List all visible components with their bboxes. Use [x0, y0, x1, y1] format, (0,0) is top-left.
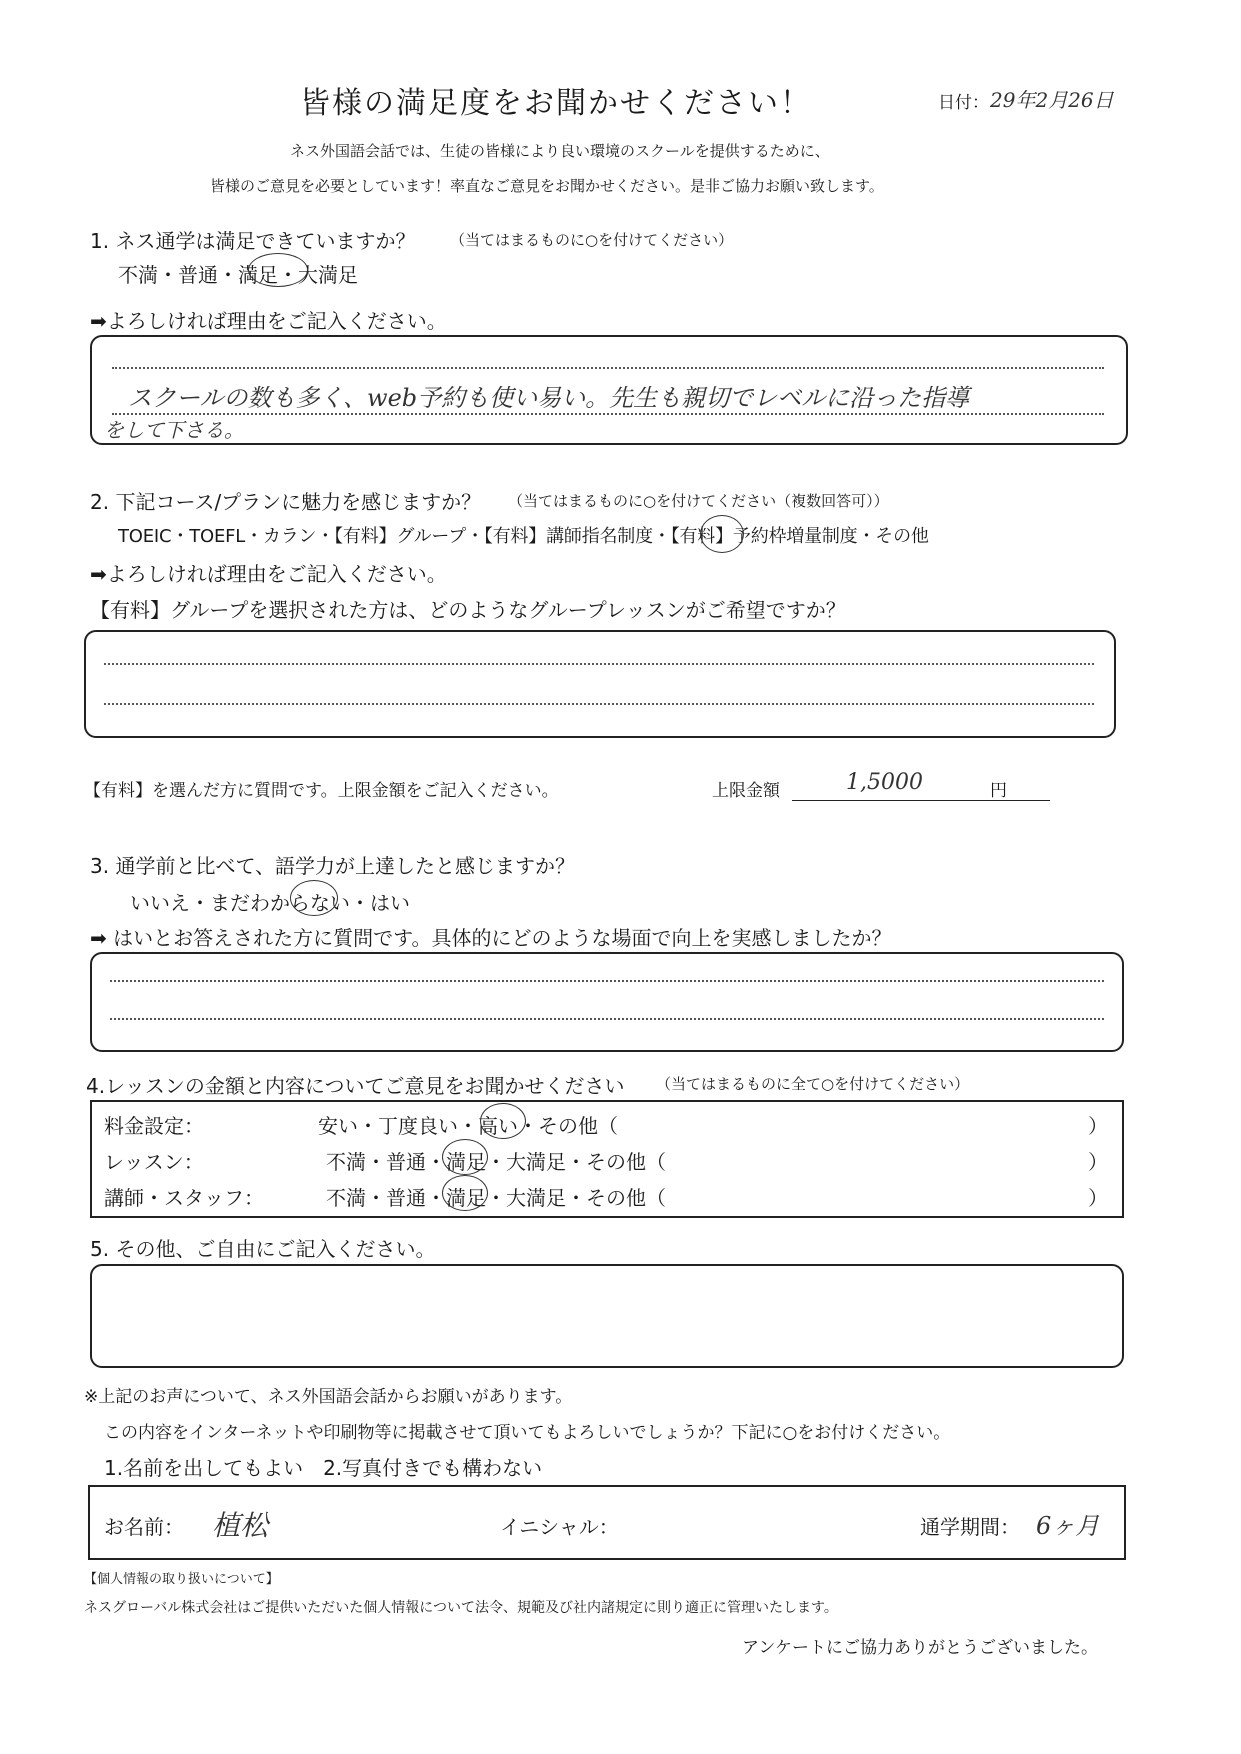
date-label: 日付：	[938, 93, 989, 113]
q4-row-price-close: ）	[1088, 1114, 1108, 1138]
intro-line-2: 皆様のご意見を必要としています！率直なご意見をお聞かせください。是非ご協力お願い致します。	[210, 177, 884, 195]
q1-note: （当てはまるものに○を付けてください）	[450, 231, 734, 249]
q3-answer-box[interactable]	[90, 952, 1124, 1052]
name-label: お名前：	[104, 1515, 184, 1539]
q2-options[interactable]: TOEIC・TOEFL・カラン・【有料】グループ・【有料】講師指名制度・【有料】予約枠増量制度・その他	[118, 526, 929, 547]
privacy-heading: 【個人情報の取り扱いについて】	[84, 1572, 279, 1587]
intro-line-1: ネス外国語会話では、生徒の皆様により良い環境のスクールを提供するために、	[290, 142, 830, 160]
q5-question: 5. その他、ご自由にご記入ください。	[90, 1237, 436, 1261]
consent-notice: ※上記のお声について、ネス外国語会話からお願いがあります。	[84, 1387, 573, 1407]
q4-note: （当てはまるものに全て○を付けてください）	[656, 1075, 970, 1093]
q4-row-price-label: 料金設定：	[104, 1114, 204, 1138]
q2-reason-prompt: ➡よろしければ理由をご記入ください。	[90, 562, 447, 586]
q1-dotted-line-2	[112, 413, 1104, 415]
consent-options[interactable]: 1.名前を出してもよい 2.写真付きでも構わない	[104, 1456, 543, 1480]
q4-row-staff-close: ）	[1088, 1186, 1108, 1210]
consent-request: この内容をインターネットや印刷物等に掲載させて頂いてもよろしいでしょうか？下記に○をお付けください。	[104, 1423, 951, 1443]
q1-question: 1. ネス通学は満足できていますか？	[90, 229, 416, 253]
q2-dotted-line-1	[104, 663, 1094, 665]
q1-options[interactable]: 不満・普通・満足・大満足	[118, 263, 358, 287]
q2-selection-circle	[700, 515, 744, 553]
period-value[interactable]: 6ヶ月	[1036, 1512, 1100, 1540]
q4-row-staff-options[interactable]: 不満・普通・満足・大満足・その他（	[326, 1186, 666, 1210]
q3-selection-circle	[290, 880, 338, 916]
q2-limit-question: 【有料】を選んだ方に質問です。上限金額をご記入ください。	[84, 781, 559, 801]
q4-row-lesson-label: レッスン：	[104, 1150, 204, 1174]
q3-options[interactable]: いいえ・まだわからない・はい	[130, 891, 410, 915]
q1-selection-circle	[248, 253, 308, 287]
q2-dotted-line-2	[104, 703, 1094, 705]
q2-limit-value[interactable]: 1,5000	[846, 770, 923, 795]
period-label: 通学期間：	[920, 1515, 1020, 1539]
q2-group-prompt: 【有料】グループを選択された方は、どのようなグループレッスンがご希望ですか？	[90, 598, 846, 622]
q4-row-lesson-options[interactable]: 不満・普通・満足・大満足・その他（	[326, 1150, 666, 1174]
q3-dotted-line-2	[110, 1018, 1104, 1020]
q1-answer-line-1: スクールの数も多く、web予約も使い易い。先生も親切でレベルに沿った指導	[128, 384, 970, 412]
q4-lesson-circle	[442, 1139, 488, 1175]
q1-reason-prompt: ➡よろしければ理由をご記入ください。	[90, 309, 447, 333]
initial-label: イニシャル：	[500, 1515, 619, 1539]
q1-dotted-line-1	[112, 367, 1104, 369]
q2-limit-label: 上限金額	[712, 781, 780, 801]
q2-limit-unit: 円	[990, 781, 1007, 801]
q2-note: （当てはまるものに○を付けてください（複数回答可））	[508, 492, 889, 510]
q3-followup: ➡ はいとお答えされた方に質問です。具体的にどのような場面で向上を実感しましたか？	[90, 926, 892, 950]
q4-row-lesson-close: ）	[1088, 1150, 1108, 1174]
page-title: 皆様の満足度をお聞かせください！	[300, 86, 812, 121]
q5-answer-box[interactable]	[90, 1264, 1124, 1368]
q1-answer-line-2: をして下さる。	[104, 418, 244, 442]
privacy-text: ネスグローバル株式会社はご提供いただいた個人情報について法令、規範及び社内諸規定に則り適正に管理いたします。	[84, 1600, 838, 1616]
q4-question: 4.レッスンの金額と内容についてご意見をお聞かせください	[86, 1074, 625, 1098]
q3-question: 3. 通学前と比べて、語学力が上達したと感じますか？	[90, 854, 576, 878]
q4-price-circle	[480, 1103, 526, 1139]
q3-dotted-line-1	[110, 980, 1104, 982]
thanks-text: アンケートにご協力ありがとうございました。	[742, 1638, 1098, 1658]
q4-staff-circle	[442, 1175, 488, 1211]
q4-row-price-options[interactable]: 安い・丁度良い・高い・その他（	[318, 1114, 618, 1138]
q2-group-answer-box[interactable]	[84, 630, 1116, 738]
q4-row-staff-label: 講師・スタッフ：	[104, 1186, 264, 1210]
q2-question: 2. 下記コース/プランに魅力を感じますか？	[90, 490, 482, 514]
date-value[interactable]: 29年2月26日	[990, 88, 1114, 112]
name-value[interactable]: 植松	[212, 1509, 269, 1542]
q2-limit-underline	[792, 800, 1050, 801]
